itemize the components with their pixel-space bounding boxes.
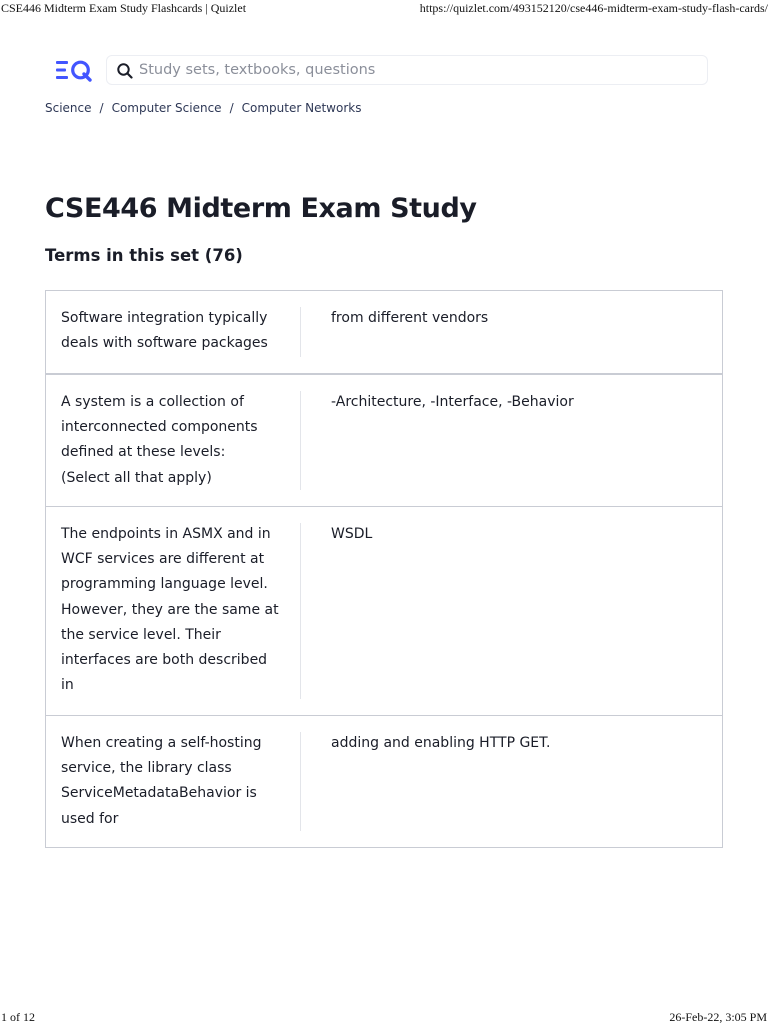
- term-text: The endpoints in ASMX and in WCF services are different at programming language level. However, they are the same at the service level. Their interfaces are both described in: [61, 526, 279, 694]
- definition-text: adding and enabling HTTP GET.: [331, 735, 551, 751]
- print-page-title: CSE446 Midterm Exam Study Flashcards | Quizlet: [1, 1, 247, 15]
- term-row: [46, 715, 722, 847]
- term-divider: [300, 307, 301, 357]
- print-datetime: 26-Feb-22, 3:05 PM: [669, 1010, 767, 1024]
- term-divider: [300, 523, 301, 699]
- search-box[interactable]: [106, 55, 708, 85]
- term-text: Software integration typically deals with software packages: [61, 310, 268, 352]
- breadcrumb-separator: /: [229, 101, 234, 115]
- definition-text: WSDL: [331, 526, 373, 542]
- breadcrumb-item-computer-science[interactable]: Computer Science: [111, 101, 222, 115]
- print-page-number: 1 of 12: [1, 1010, 35, 1024]
- page-title: CSE446 Midterm Exam Study: [45, 193, 477, 224]
- term-text: When creating a self-hosting service, the library class ServiceMetadataBehavior is used for: [61, 735, 262, 827]
- print-header: [0, 1, 768, 17]
- quizlet-logo-icon[interactable]: [54, 57, 94, 83]
- breadcrumb: [45, 101, 361, 115]
- search-input[interactable]: [139, 58, 699, 82]
- print-page-url: https://quizlet.com/493152120/cse446-midterm-exam-study-flash-cards/: [419, 1, 768, 15]
- term-row: [46, 506, 722, 715]
- definition-text: -Architecture, -Interface, -Behavior: [331, 394, 574, 410]
- terms-heading: Terms in this set (76): [45, 246, 243, 265]
- term-text: A system is a collection of interconnected components defined at these levels: (Select all that apply): [61, 394, 258, 486]
- term-divider: [300, 732, 301, 831]
- breadcrumb-item-computer-networks[interactable]: Computer Networks: [241, 101, 362, 115]
- term-row: [46, 373, 722, 506]
- term-row: [46, 291, 722, 373]
- definition-text: from different vendors: [331, 310, 489, 326]
- breadcrumb-separator: /: [99, 101, 104, 115]
- terms-table: [45, 290, 723, 848]
- top-navigation-bar: [54, 52, 708, 88]
- search-icon: [116, 62, 134, 80]
- breadcrumb-item-science[interactable]: Science: [45, 101, 92, 115]
- term-divider: [300, 391, 301, 490]
